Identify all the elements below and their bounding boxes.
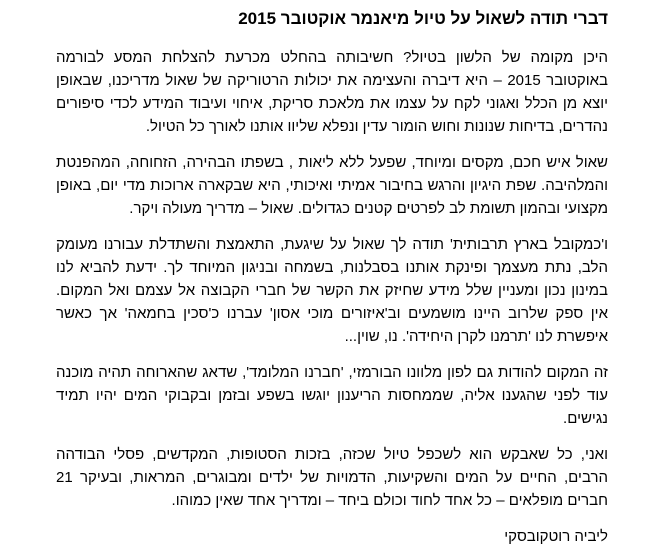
paragraph-4: זה המקום להודות גם לפון מלוונו הבורמזי, 'חברנו המלומד', שדאג שהארוחה תהיה מוכנה עוד לפני שהגענו אליה, שממחסות הריענון יוגשו בשפע ובזמן ובקבוקי המים יהיו תמיד נגישים. [56,364,608,427]
paragraph-2: שאול איש חכם, מקסים ומיוחד, שפעל ללא ליאות , בשפתו הבהירה, הזחוחה, המהפנטת והמלהיבה. שפת היגיון והרגש בחיבור אמיתי ואיכותי, היא שבקארה ארוכות מדי יום, באופן מקצועי ובהמון תשומת לב לפרטים קטנים כגדולים. שאול – מדריך מעולה ויקר. [56,154,608,217]
document-title: דברי תודה לשאול על טיול מיאנמר אוקטובר 2015 [238,9,608,28]
signature: ליביה רוטקובסקי [504,528,608,545]
paragraph-3: ו'כמקובל בארץ תרבותית' תודה לך שאול על שיגעת, התאמצת והשתדלת עבורנו מעומק הלב, נתת מעצמך ופינקת אותנו בסבלנות, בשמחה ובניגון המיוחד לך. ידעת להביא לנו במינון נכון ומעניין שלל מידע שחיזק את הקשר של חברי הקבוצה אל עצמם ואל המקום. אין ספק שלרוב היינו מושמעים וב'איזורים מוכי אסון' עברנו כ'סכין בחמאה' אך כאשר איפשרת לנו 'תרמנו לקרן היחידה'. נו, שוין... [56,236,608,345]
paragraph-1: היכן מקומה של הלשון בטיול? חשיבותה בהחלט מכרעת להצלחת המסע לבורמה באוקטובר 2015 – היא דיברה והעצימה את יכולות הרטוריקה של שאול מדריכנו, שבאופן יוצא מן הכלל ואגוני לקח על עצמו את מלאכת סריקת, איחוי ועיבוד המידע לכדי סיפורים נהדרים, בדיחות שנונות וחוש הומור עדין ונפלא שליוו אותנו לאורך כל הטיול. [56,49,608,135]
paragraph-5: ואני, כל שאבקש הוא לשכפל טיול שכזה, בזכות הסטופות, המקדשים, פסלי הבודהה הרבים, החיים על המים והשקיעות, הדמויות של ילדים ומבוגרים, המראות, ובעיקר 21 חברים מופלאים – כל אחד לחוד וכולם ביחד – ומדריך אחד שאין כמוהו. [56,446,608,509]
